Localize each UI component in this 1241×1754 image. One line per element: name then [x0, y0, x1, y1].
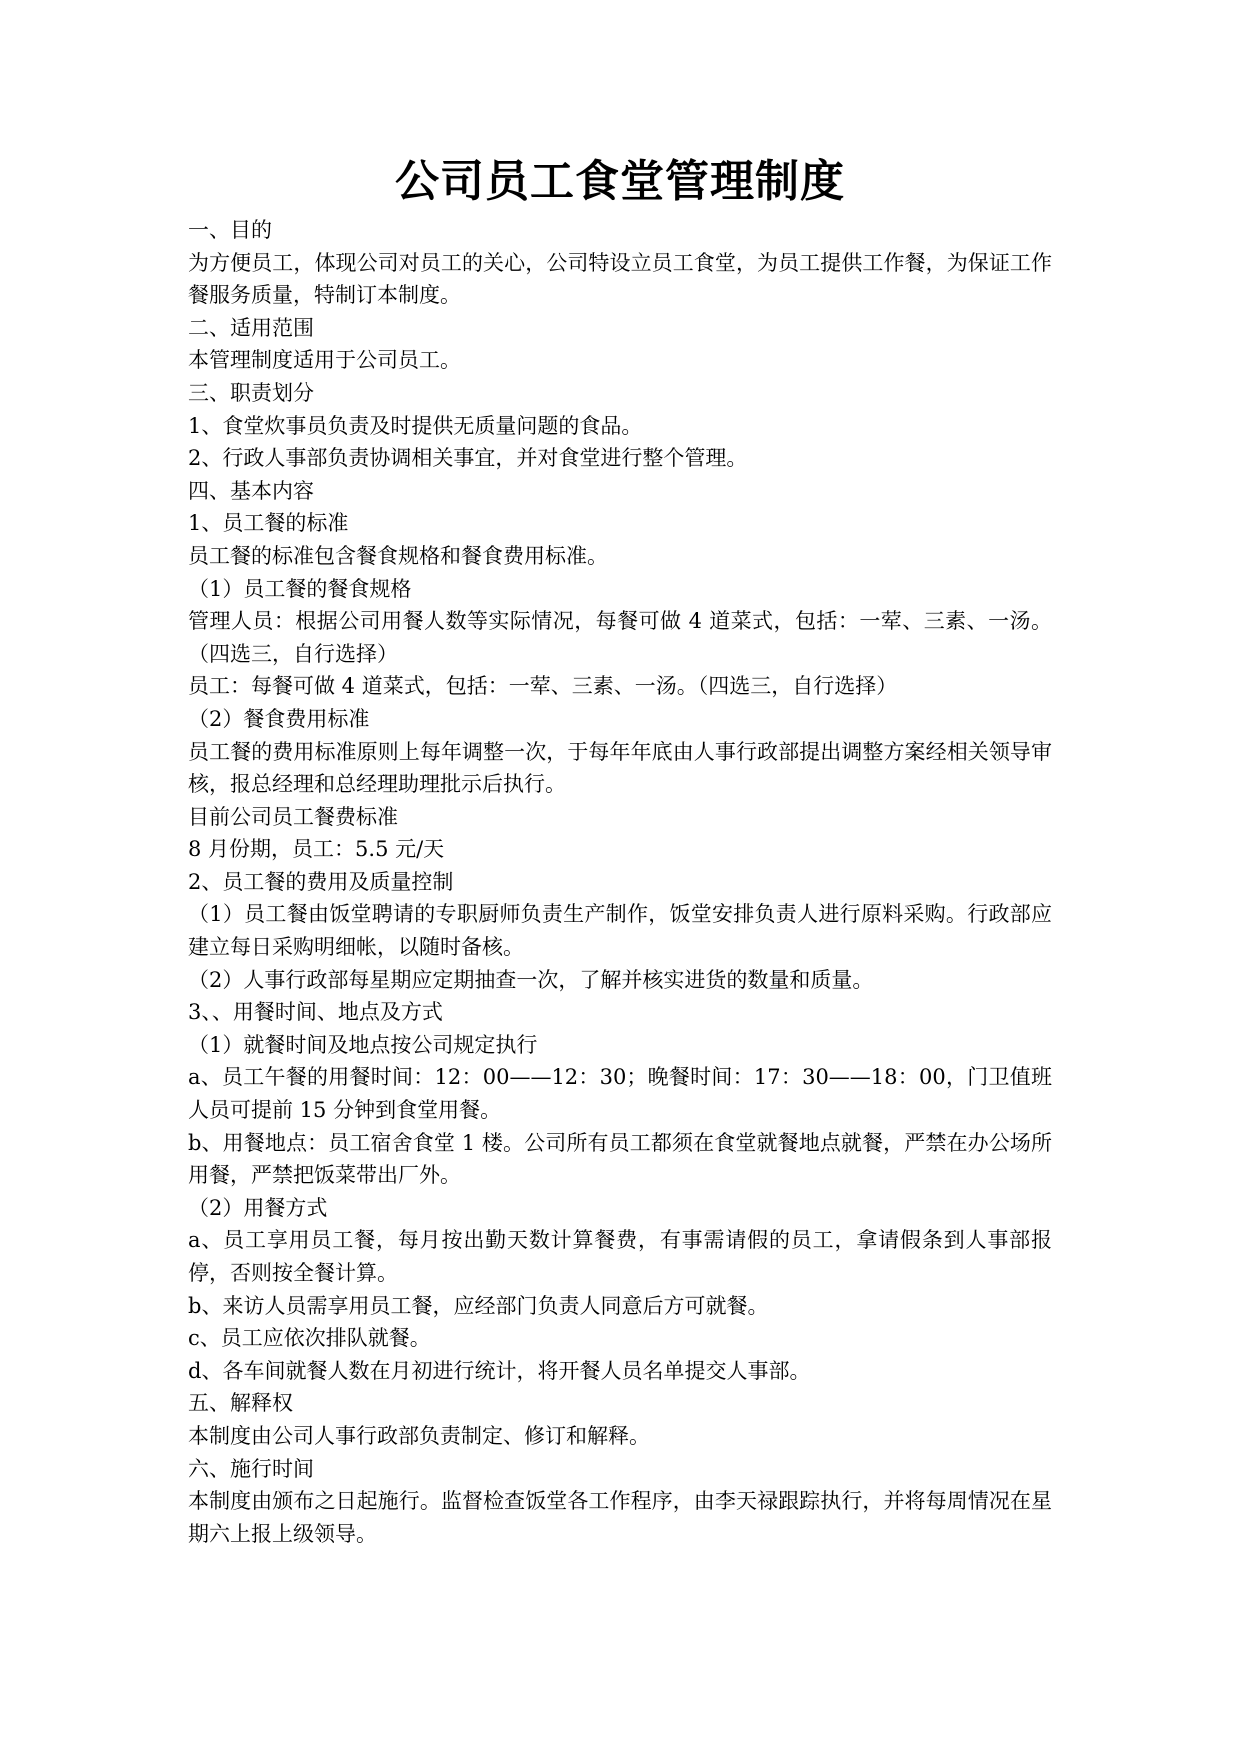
document-title: 公司员工食堂管理制度	[395, 156, 845, 207]
paragraph-purpose: 为方便员工，体现公司对员工的关心，公司特设立员工食堂，为员工提供工作餐，为保证工作餐服务质量，特制订本制度。	[188, 250, 1052, 308]
paragraph-cost-control-1: （1）员工餐由饭堂聘请的专职厨师负责生产制作，饭堂安排负责人进行原料采购。行政部应建立每日采购明细帐，以随时备核。	[188, 902, 1052, 960]
section-heading-basic-content: 四、基本内容	[188, 478, 314, 503]
paragraph-cost-control-2: （2）人事行政部每星期应定期抽查一次，了解并核实进货的数量和质量。	[188, 967, 874, 992]
paragraph-method-b: b、来访人员需享用员工餐，应经部门负责人同意后方可就餐。	[188, 1293, 769, 1318]
paragraph-staff-meal-spec: 员工：每餐可做 4 道菜式，包括：一荤、三素、一汤。（四选三，自行选择）	[188, 674, 898, 699]
paragraph-meal-place: b、用餐地点：员工宿舍食堂 1 楼。公司所有员工都须在食堂就餐地点就餐，严禁在办公场所用餐，严禁把饭菜带出厂外。	[188, 1130, 1052, 1188]
paragraph-interpretation: 本制度由公司人事行政部负责制定、修订和解释。	[188, 1423, 650, 1448]
paragraph-meal-times: a、员工午餐的用餐时间：12：00——12：30；晚餐时间：17：30——18：00，门卫值班人员可提前 15 分钟到食堂用餐。	[188, 1065, 1052, 1123]
item-heading-meal-spec: （1）员工餐的餐食规格	[188, 576, 412, 601]
paragraph-current-meal-cost: 目前公司员工餐费标准	[188, 804, 398, 829]
subsection-heading-cost-quality-control: 2、员工餐的费用及质量控制	[188, 869, 454, 894]
subsection-heading-meal-time-place: 3、、用餐时间、地点及方式	[188, 1000, 443, 1025]
section-heading-effective-date: 六、施行时间	[188, 1456, 314, 1481]
subsection-heading-meal-standard: 1、员工餐的标准	[188, 511, 349, 536]
item-heading-meal-time-place: （1）就餐时间及地点按公司规定执行	[188, 1032, 538, 1057]
paragraph-responsibility-1: 1、食堂炊事员负责及时提供无质量问题的食品。	[188, 413, 643, 438]
paragraph-meal-standard: 员工餐的标准包含餐食规格和餐食费用标准。	[188, 543, 608, 568]
section-heading-interpretation: 五、解释权	[188, 1391, 293, 1416]
paragraph-method-d: d、各车间就餐人数在月初进行统计，将开餐人员名单提交人事部。	[188, 1358, 811, 1383]
section-heading-purpose: 一、目的	[188, 218, 272, 242]
paragraph-meal-cost-adjustment: 员工餐的费用标准原则上每年调整一次，于每年年底由人事行政部提出调整方案经相关领导审核，报总经理和总经理助理批示后执行。	[188, 739, 1052, 797]
section-heading-scope: 二、适用范围	[188, 315, 314, 340]
document-body	[188, 214, 1052, 1550]
paragraph-scope: 本管理制度适用于公司员工。	[188, 348, 461, 373]
paragraph-meal-cost-value: 8 月份期，员工：5.5 元/天	[188, 837, 445, 862]
paragraph-method-c: c、员工应依次排队就餐。	[188, 1326, 431, 1351]
paragraph-effective-date: 本制度由颁布之日起施行。监督检查饭堂各工作程序，由李天禄跟踪执行，并将每周情况在星期六上报上级领导。	[188, 1489, 1052, 1546]
paragraph-manager-meal-spec: 管理人员：根据公司用餐人数等实际情况，每餐可做 4 道菜式，包括：一荤、三素、一汤。（四选三，自行选择）	[188, 609, 1052, 666]
paragraph-responsibility-2: 2、行政人事部负责协调相关事宜，并对食堂进行整个管理。	[188, 446, 748, 471]
paragraph-method-a: a、员工享用员工餐，每月按出勤天数计算餐费，有事需请假的员工，拿请假条到人事部报停，否则按全餐计算。	[188, 1228, 1052, 1285]
section-heading-responsibilities: 三、职责划分	[188, 380, 314, 405]
document-page	[188, 150, 1052, 1550]
item-heading-meal-method: （2）用餐方式	[188, 1195, 328, 1220]
item-heading-meal-cost: （2）餐食费用标准	[188, 706, 370, 731]
